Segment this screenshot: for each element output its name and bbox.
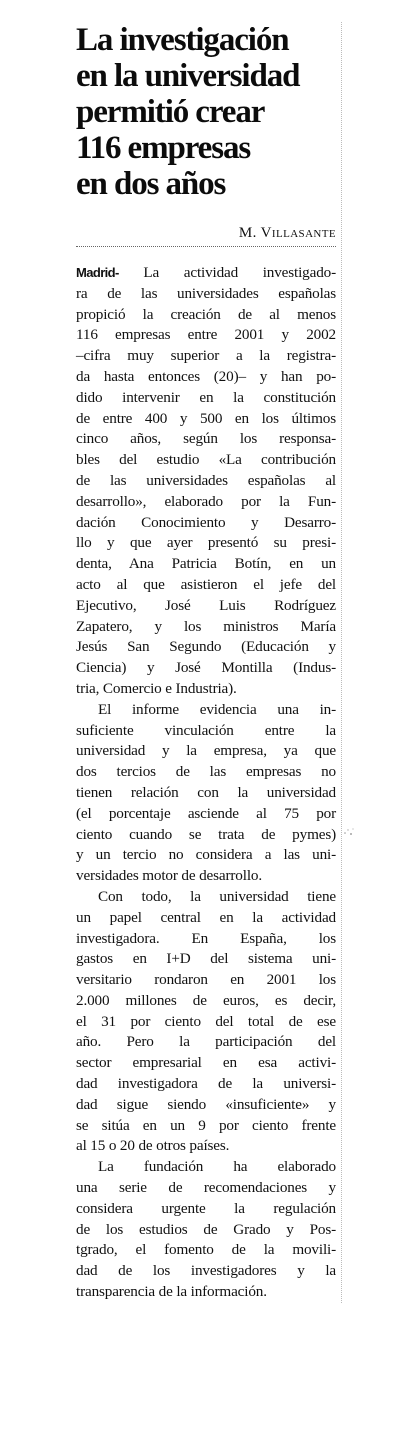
article-line: Jesús San Segundo (Educación y — [76, 638, 336, 656]
article-line: versitario rondaron en 2001 los — [76, 971, 336, 989]
article-paragraph — [76, 887, 336, 1157]
article-line: 2.000 millones de euros, es decir, — [76, 991, 336, 1009]
article-line: y un tercio no considera a las uni- — [76, 846, 336, 864]
article-line: un papel central en la actividad — [76, 908, 336, 926]
article-body — [76, 263, 336, 1303]
article-line: cinco años, según los responsa- — [76, 430, 336, 448]
article-line — [76, 263, 336, 284]
article-line: bles del estudio «La contribución — [76, 451, 336, 469]
article-paragraph — [76, 700, 336, 887]
article-line: transparencia de la información. — [76, 1283, 267, 1301]
dateline: Madrid- — [76, 265, 119, 280]
article-line: dad sigue siendo «insuficiente» y — [76, 1095, 336, 1113]
article-line: Zapatero, y los ministros María — [76, 617, 336, 635]
article-line-text: La actividad investigado- — [118, 264, 336, 281]
article-line: una serie de recomendaciones y — [76, 1179, 336, 1197]
article-line: de los estudios de Grado y Pos- — [76, 1220, 336, 1238]
article-line: llo y que ayer presentó su presi- — [76, 534, 336, 552]
article-line: propició la creación de al menos — [76, 305, 336, 323]
article-line: sector empresarial en esa activi- — [76, 1054, 336, 1072]
article-line: Ejecutivo, José Luis Rodríguez — [76, 596, 336, 614]
headline — [76, 22, 336, 202]
article-line: –cifra muy superior a la registra- — [76, 347, 336, 365]
byline — [76, 224, 336, 247]
article-line: al 15 o 20 de otros países. — [76, 1137, 230, 1155]
article-line: acto al que asistieron el jefe del — [76, 575, 336, 593]
article-line: ciento cuando se trata de pymes) — [76, 825, 336, 843]
article-line: dación Conocimiento y Desarro- — [76, 513, 336, 531]
article-line: desarrollo», elaborado por la Fun- — [76, 492, 336, 510]
article-line: dad de los investigadores y la — [76, 1262, 336, 1280]
article-line: (el porcentaje asciende al 75 por — [76, 804, 336, 822]
article-line: tria, Comercio e Industria). — [76, 679, 237, 697]
article-line: universidad y la empresa, ya que — [76, 742, 336, 760]
article-paragraph — [76, 1157, 336, 1303]
article-line: El informe evidencia una in- — [98, 700, 336, 718]
article-line: ra de las universidades españolas — [76, 284, 336, 302]
news-clipping — [76, 22, 336, 1303]
article-line: se sitúa en un 9 por ciento frente — [76, 1116, 336, 1134]
article-line: Con todo, la universidad tiene — [98, 887, 336, 905]
headline-line: 116 empresas — [76, 130, 251, 166]
print-speck — [343, 827, 355, 837]
article-line: Ciencia) y José Montilla (Indus- — [76, 659, 336, 677]
article-line: suficiente vinculación entre la — [76, 721, 336, 739]
article-line: investigadora. En España, los — [76, 929, 336, 947]
article-line: dos tercios de las empresas no — [76, 763, 336, 781]
headline-line: permitió crear — [76, 94, 265, 130]
article-paragraph — [76, 263, 336, 700]
article-line: dad investigadora de la universi- — [76, 1075, 336, 1093]
headline-line: en la universidad — [76, 58, 300, 94]
column-rule — [341, 22, 342, 1303]
article-line: La fundación ha elaborado — [98, 1158, 336, 1176]
byline-author: M. Villasante — [238, 225, 336, 241]
article-line: gastos en I+D del sistema uni- — [76, 950, 336, 968]
article-line: dido intervenir en la constitución — [76, 388, 336, 406]
article-line: considera urgente la regulación — [76, 1199, 336, 1217]
article-line: versidades motor de desarrollo. — [76, 867, 262, 885]
article-line: tgrado, el fomento de la movili- — [76, 1241, 336, 1259]
headline-line: La investigación — [76, 22, 289, 58]
article-line: de entre 400 y 500 en los últimos — [76, 409, 336, 427]
article-line: 116 empresas entre 2001 y 2002 — [76, 326, 336, 344]
article-line: da hasta entonces (20)– y han po- — [76, 367, 336, 385]
article-line: tienen relación con la universidad — [76, 783, 336, 801]
article-line: denta, Ana Patricia Botín, en un — [76, 555, 336, 573]
article-line: el 31 por ciento del total de ese — [76, 1012, 336, 1030]
article-line: de las universidades españolas al — [76, 471, 336, 489]
headline-line: en dos años — [76, 166, 226, 202]
article-line: año. Pero la participación del — [76, 1033, 336, 1051]
